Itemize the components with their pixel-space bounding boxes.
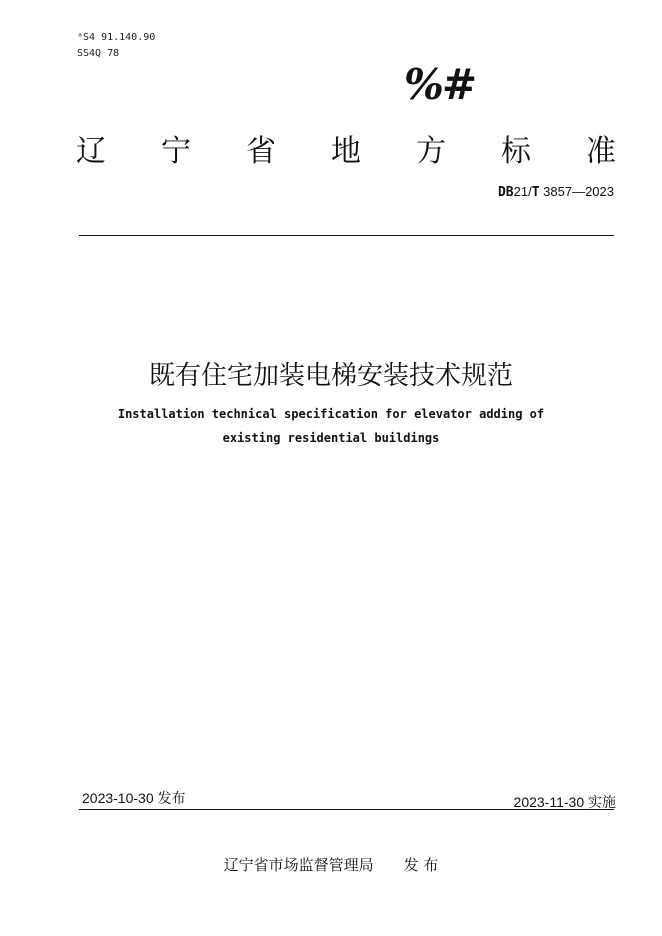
standard-type-char: 省	[246, 134, 276, 169]
standard-code-suffix: T	[531, 185, 540, 200]
ics-code: ᵃS4 91.140.90	[77, 32, 156, 43]
standard-type-char: 辽	[76, 134, 106, 169]
document-title-cn: 既有住宅加装电梯安装技术规范	[148, 361, 513, 391]
ccs-code: SS4Q 78	[77, 48, 120, 59]
standard-code-prefix: DB	[497, 185, 514, 200]
issue-word: 发 布	[403, 856, 439, 874]
classification-codes	[77, 30, 155, 62]
document-title-en-line2: existing residential buildings	[222, 431, 440, 445]
implement-date: 2023-11-30 实施	[513, 794, 616, 810]
standard-logo: %#	[404, 60, 476, 109]
standard-code-rest: 3857—2023	[539, 184, 614, 199]
standard-type-title	[76, 126, 616, 170]
standard-code	[498, 184, 614, 200]
standard-type-char: 方	[416, 134, 446, 169]
issuer-name: 辽宁省市场监督管理局	[223, 856, 374, 874]
standard-type-char: 准	[586, 134, 616, 169]
standard-type-char: 标	[501, 134, 531, 169]
bottom-divider	[79, 809, 614, 810]
document-title-en	[0, 402, 662, 450]
issue-date: 2023-10-30 发布	[82, 790, 186, 806]
issuer-line	[0, 854, 662, 875]
standard-type-char: 地	[331, 134, 361, 169]
standard-type-char: 宁	[161, 134, 191, 169]
document-title-en-line1: Installation technical specification for elevator adding of	[117, 407, 545, 421]
top-divider	[79, 235, 614, 236]
standard-code-number: 21/	[513, 184, 532, 199]
